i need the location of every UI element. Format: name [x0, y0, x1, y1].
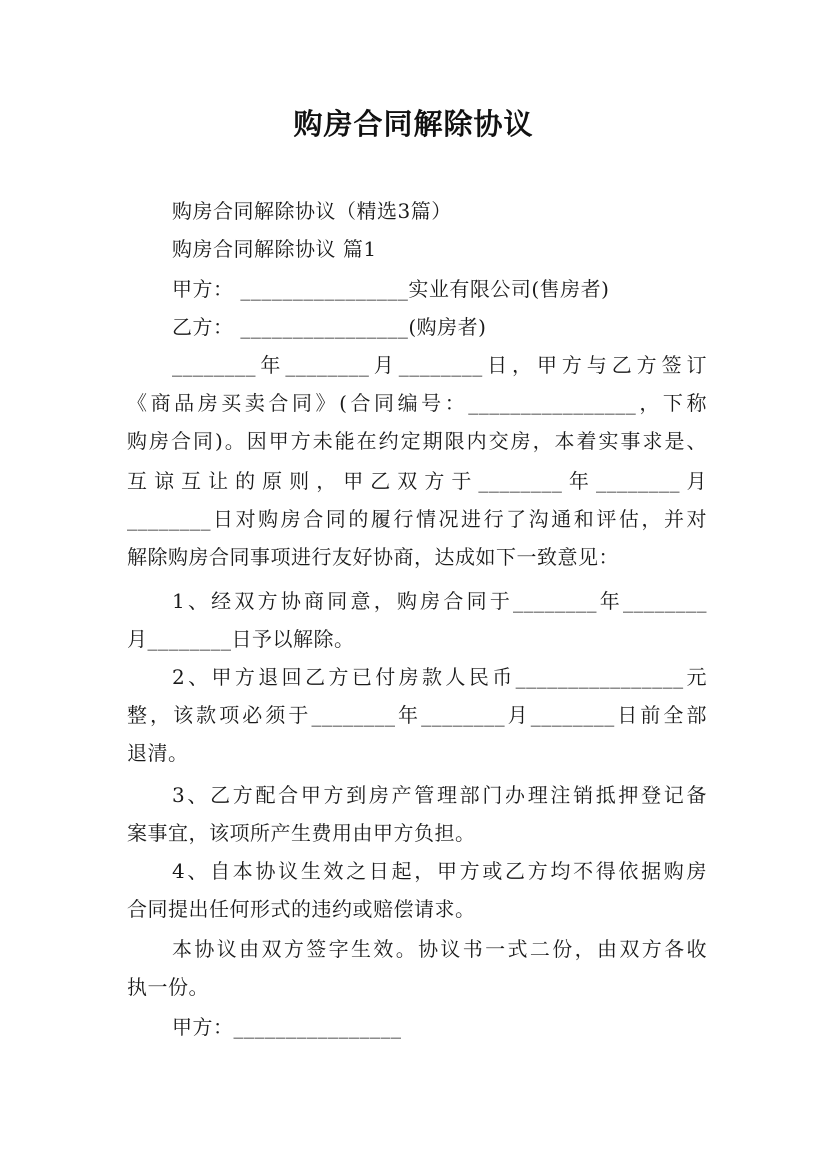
clause-1-line: 1、经双方协商同意，购房合同于________年________ — [172, 589, 707, 613]
clause-1-line: 月________日予以解除。 — [127, 627, 355, 651]
paragraph-line: 购房合同)。因甲方未能在约定期限内交房，本着实事求是、 — [127, 429, 707, 453]
clause-2-line: 整，该款项必须于________年________月________日前全部 — [127, 703, 707, 727]
closing-line: 执一份。 — [127, 975, 209, 999]
paragraph-line: 互谅互让的原则，甲乙双方于________年________月 — [127, 469, 707, 493]
party-b-line: 乙方： ________________(购房者) — [172, 315, 487, 339]
clause-3-line: 案事宜，该项所产生费用由甲方负担。 — [127, 821, 476, 845]
clause-3-line: 3、乙方配合甲方到房产管理部门办理注销抵押登记备 — [172, 783, 707, 807]
paragraph-line: 解除购房合同事项进行友好协商，达成如下一致意见： — [127, 545, 619, 569]
closing-line: 本协议由双方签字生效。协议书一式二份，由双方各收 — [172, 937, 707, 961]
signature-party-a: 甲方：________________ — [172, 1015, 402, 1039]
clause-2-line: 退清。 — [127, 741, 189, 765]
paragraph-line: ________日对购房合同的履行情况进行了沟通和评估，并对 — [127, 507, 707, 531]
clause-4-line: 4、自本协议生效之日起，甲方或乙方均不得依据购房 — [172, 859, 707, 883]
paragraph-line: 《商品房买卖合同》(合同编号：________________，下称 — [127, 391, 707, 415]
subtitle-line: 购房合同解除协议（精选3篇） — [172, 199, 452, 223]
document-title: 购房合同解除协议 — [293, 107, 534, 141]
paragraph-line: ________年________月________日，甲方与乙方签订 — [172, 353, 707, 377]
section-heading: 购房合同解除协议 篇1 — [172, 237, 377, 261]
clause-4-line: 合同提出任何形式的违约或赔偿请求。 — [127, 897, 476, 921]
party-a-line: 甲方： ________________实业有限公司(售房者) — [172, 277, 610, 301]
clause-2-line: 2、甲方退回乙方已付房款人民币________________元 — [172, 665, 707, 689]
